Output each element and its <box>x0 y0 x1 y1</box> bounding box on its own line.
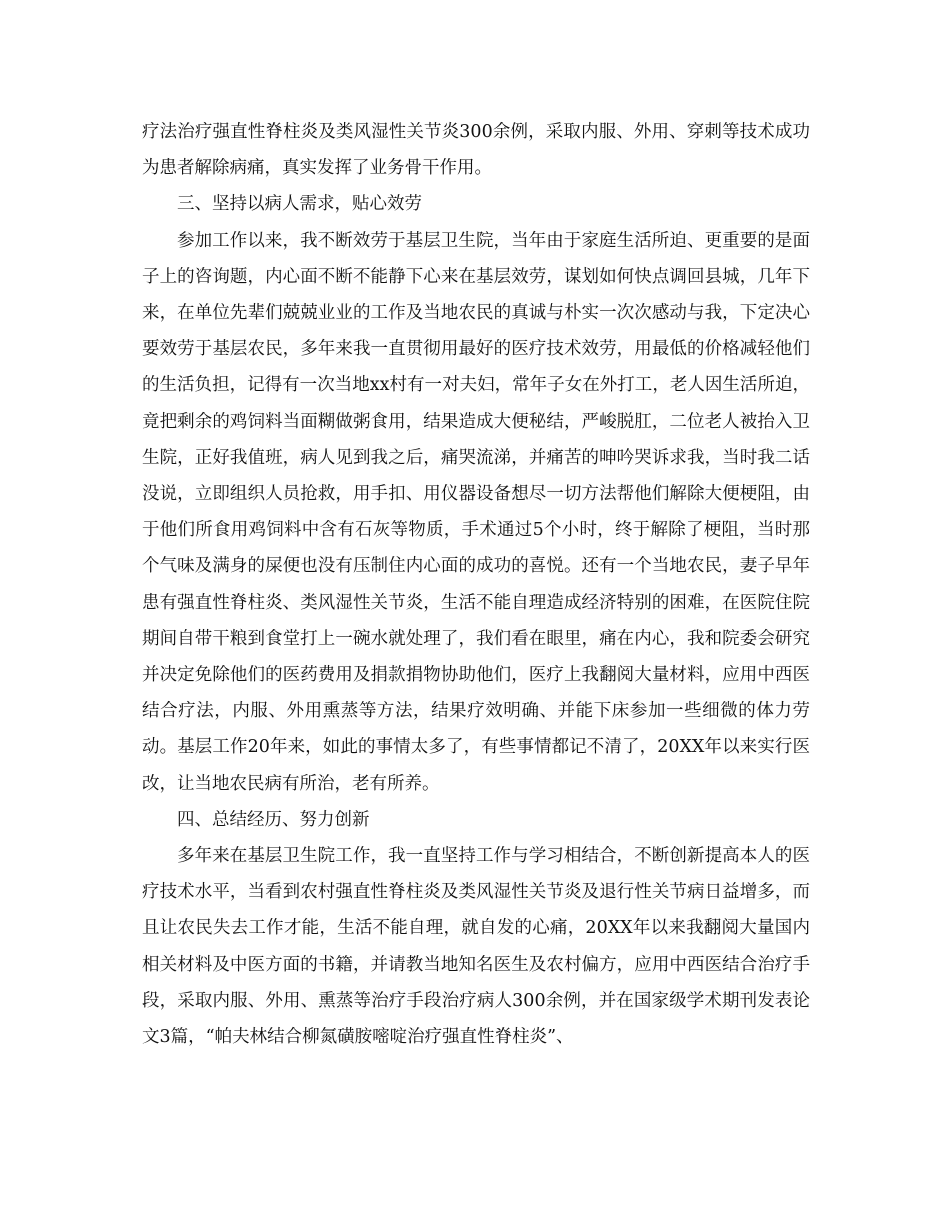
section-heading-three: 三、坚持以病人需求，贴心效劳 <box>177 194 422 215</box>
paragraph-service-story: 参加工作以来，我不断效劳于基层卫生院，当年由于家庭生活所迫、更重要的是面子上的咨询题，内心面不断不能静下心来在基层效劳，谋划如何快点调回县城，几年下来，在单位先辈们兢兢业业的工作及当地农民的真诚与朴实一次次感动与我，下定决心要效劳于基层农民，多年来我一直贯彻用最好的医疗技术效劳，用最低的价格减轻他们的生活负担，记得有一次当地xx村有一对夫妇，常年子女在外打工，老人因生活所迫，竟把剩余的鸡饲料当面糊做粥食用，结果造成大便秘结，严峻脱肛，二位老人被抬入卫生院，正好我值班，病人见到我之后，痛哭流涕，并痛苦的呻吟哭诉求我，当时我二话没说，立即组织人员抢救，用手扣、用仪器设备想尽一切方法帮他们解除大便梗阻，由于他们所食用鸡饲料中含有石灰等物质，手术通过5个小时，终于解除了梗阻，当时那个气味及满身的屎便也没有压制住内心面的成功的喜悦。还有一个当地农民，妻子早年患有强直性脊柱炎、类风湿性关节炎，生活不能自理造成经济特别的困难，在医院住院期间自带干粮到食堂打上一碗水就处理了，我们看在眼里，痛在内心，我和院委会研究并决定免除他们的医药费用及捐款捐物协助他们，医疗上我翻阅大量材料，应用中西医结合疗法，内服、外用熏蒸等方法，结果疗效明确、并能下床参加一些细微的体力劳动。基层工作20年来，如此的事情太多了，有些事情都记不清了，20XX年以来实行医改，让当地农民病有所治，老有所养。 <box>142 230 810 794</box>
paragraph-continuation: 疗法治疗强直性脊柱炎及类风湿性关节炎300余例，采取内服、外用、穿刺等技术成功为患者解除病痛，真实发挥了业务骨干作用。 <box>142 122 810 179</box>
document-body <box>142 114 810 1055</box>
paragraph-innovation: 多年来在基层卫生院工作，我一直坚持工作与学习相结合，不断创新提高本人的医疗技术水平，当看到农村强直性脊柱炎及类风湿性关节炎及退行性关节病日益增多，而且让农民失去工作才能，生活不能自理，就自发的心痛，20XX年以来我翻阅大量国内相关材料及中医方面的书籍，并请教当地知名医生及农村偏方，应用中西医结合治疗手段，采取内服、外用、熏蒸等治疗手段治疗病人300余例，并在国家级学术期刊发表论文3篇，“帕夫林结合柳氮磺胺嘧啶治疗强直性脊柱炎”、 <box>142 846 810 1048</box>
section-heading-four: 四、总结经历、努力创新 <box>177 809 370 830</box>
